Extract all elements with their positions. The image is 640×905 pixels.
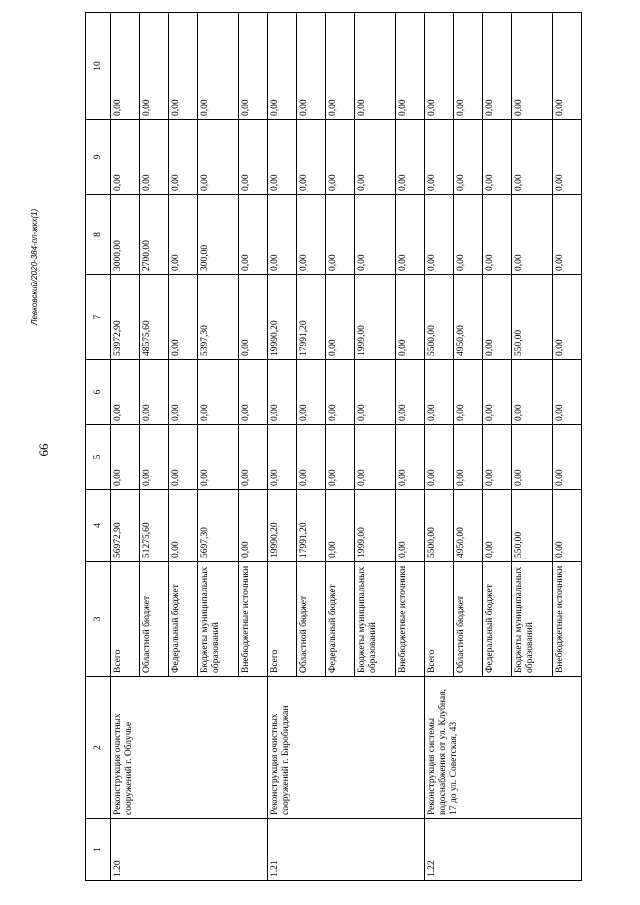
amount-cell: 0,00 [553,13,582,120]
amount-cell: 0,00 [454,195,483,275]
amount-cell: 0,00 [111,120,140,195]
amount-cell: 0,00 [239,275,268,360]
funding-source: Федеральный бюджет [326,562,355,677]
amount-cell: 0,00 [239,360,268,425]
item-name: Реконструкция очистных сооружений г. Биробиджан [268,677,425,819]
amount-cell: 0,00 [483,13,512,120]
amount-cell: 0,00 [483,120,512,195]
amount-cell: 0,00 [239,13,268,120]
column-header: 2 [86,677,111,819]
amount-cell: 0,00 [297,425,326,490]
amount-cell: 0,00 [425,120,454,195]
amount-cell: 0,00 [326,490,355,562]
column-header: 8 [86,195,111,275]
item-number: 1.20 [111,819,268,881]
amount-cell: 0,00 [140,120,169,195]
amount-cell: 0,00 [268,360,297,425]
amount-cell: 0,00 [239,120,268,195]
amount-cell: 0,00 [326,275,355,360]
amount-cell: 0,00 [425,195,454,275]
amount-cell: 0,00 [169,275,198,360]
amount-cell: 0,00 [239,490,268,562]
amount-cell: 0,00 [239,425,268,490]
amount-cell: 56972,90 [111,490,140,562]
column-header: 3 [86,562,111,677]
amount-cell: 0,00 [268,13,297,120]
amount-cell: 0,00 [326,13,355,120]
amount-cell: 0,00 [140,360,169,425]
column-header: 1 [86,819,111,881]
funding-source: Всего [425,562,454,677]
amount-cell: 0,00 [553,360,582,425]
amount-cell: 51275,60 [140,490,169,562]
funding-source: Внебюджетные источники [553,562,582,677]
amount-cell: 0,00 [140,13,169,120]
column-header: 5 [86,425,111,490]
amount-cell: 0,00 [268,120,297,195]
amount-cell: 0,00 [454,13,483,120]
amount-cell: 0,00 [355,360,396,425]
amount-cell: 0,00 [297,120,326,195]
amount-cell: 0,00 [483,490,512,562]
amount-cell: 0,00 [111,360,140,425]
amount-cell: 0,00 [553,425,582,490]
column-header: 4 [86,490,111,562]
amount-cell: 0,00 [198,120,239,195]
amount-cell: 0,00 [454,360,483,425]
amount-cell: 0,00 [425,360,454,425]
amount-cell: 0,00 [297,360,326,425]
amount-cell: 0,00 [483,360,512,425]
amount-cell: 550,00 [512,275,553,360]
financing-table [85,12,582,881]
amount-cell: 0,00 [140,425,169,490]
funding-source: Федеральный бюджет [169,562,198,677]
amount-cell: 0,00 [326,195,355,275]
table-header-row [86,13,111,881]
amount-cell: 2700,00 [140,195,169,275]
amount-cell: 0,00 [396,120,425,195]
amount-cell: 0,00 [425,13,454,120]
item-number: 1.22 [425,819,582,881]
amount-cell: 19990,20 [268,490,297,562]
amount-cell: 48575,60 [140,275,169,360]
funding-source: Внебюджетные источники [239,562,268,677]
column-header: 10 [86,13,111,120]
amount-cell: 0,00 [297,13,326,120]
amount-cell: 0,00 [512,13,553,120]
amount-cell: 0,00 [111,425,140,490]
amount-cell: 4950,00 [454,275,483,360]
amount-cell: 5500,00 [425,275,454,360]
amount-cell: 300,00 [198,195,239,275]
funding-source: Внебюджетные источники [396,562,425,677]
amount-cell: 0,00 [355,425,396,490]
amount-cell: 17991,20 [297,490,326,562]
amount-cell: 0,00 [169,13,198,120]
amount-cell: 0,00 [268,425,297,490]
funding-source: Бюджеты муниципальных образований [355,562,396,677]
amount-cell: 0,00 [512,195,553,275]
amount-cell: 0,00 [512,120,553,195]
amount-cell: 0,00 [198,360,239,425]
amount-cell: 0,00 [198,425,239,490]
amount-cell: 0,00 [396,425,425,490]
amount-cell: 0,00 [483,275,512,360]
item-name: Реконструкция системы водоснабжения от ул. Клубная, 17 до ул. Советская, 43 [425,677,582,819]
amount-cell: 0,00 [326,120,355,195]
amount-cell: 53972,90 [111,275,140,360]
funding-source: Всего [268,562,297,677]
amount-cell: 0,00 [396,275,425,360]
amount-cell: 5397,30 [198,275,239,360]
amount-cell: 0,00 [553,120,582,195]
funding-source: Бюджеты муниципальных образований [198,562,239,677]
amount-cell: 0,00 [239,195,268,275]
funding-source: Федеральный бюджет [483,562,512,677]
amount-cell: 1999,00 [355,490,396,562]
amount-cell: 0,00 [483,425,512,490]
amount-cell: 0,00 [553,275,582,360]
document-footer: Левковский/2020-384-пп-жкх(1) [30,208,39,325]
amount-cell: 0,00 [169,490,198,562]
amount-cell: 0,00 [425,425,454,490]
amount-cell: 0,00 [553,490,582,562]
amount-cell: 0,00 [454,120,483,195]
column-header: 7 [86,275,111,360]
amount-cell: 0,00 [169,425,198,490]
amount-cell: 0,00 [326,360,355,425]
amount-cell: 0,00 [198,13,239,120]
amount-cell: 0,00 [268,195,297,275]
funding-source: Областной бюджет [297,562,326,677]
amount-cell: 17991,20 [297,275,326,360]
amount-cell: 0,00 [396,195,425,275]
column-header: 9 [86,120,111,195]
amount-cell: 0,00 [396,13,425,120]
amount-cell: 4950,00 [454,490,483,562]
column-header: 6 [86,360,111,425]
amount-cell: 550,00 [512,490,553,562]
amount-cell: 0,00 [111,13,140,120]
amount-cell: 1999,00 [355,275,396,360]
amount-cell: 19990,20 [268,275,297,360]
amount-cell: 3000,00 [111,195,140,275]
amount-cell: 0,00 [355,120,396,195]
funding-source: Областной бюджет [454,562,483,677]
item-name: Реконструкция очистных сооружений г. Облучье [111,677,268,819]
funding-source: Всего [111,562,140,677]
amount-cell: 0,00 [454,425,483,490]
item-number: 1.21 [268,819,425,881]
table-row [425,13,454,881]
amount-cell: 0,00 [169,120,198,195]
table-row [268,13,297,881]
amount-cell: 5500,00 [425,490,454,562]
amount-cell: 0,00 [169,195,198,275]
amount-cell: 0,00 [355,195,396,275]
amount-cell: 0,00 [483,195,512,275]
funding-source: Бюджеты муниципальных образований [512,562,553,677]
amount-cell: 0,00 [396,490,425,562]
amount-cell: 0,00 [169,360,198,425]
page-number: 66 [36,443,51,457]
amount-cell: 0,00 [326,425,355,490]
table-row [111,13,140,881]
amount-cell: 0,00 [512,425,553,490]
amount-cell: 5697,30 [198,490,239,562]
funding-source: Областной бюджет [140,562,169,677]
amount-cell: 0,00 [512,360,553,425]
amount-cell: 0,00 [355,13,396,120]
amount-cell: 0,00 [297,195,326,275]
amount-cell: 0,00 [553,195,582,275]
amount-cell: 0,00 [396,360,425,425]
